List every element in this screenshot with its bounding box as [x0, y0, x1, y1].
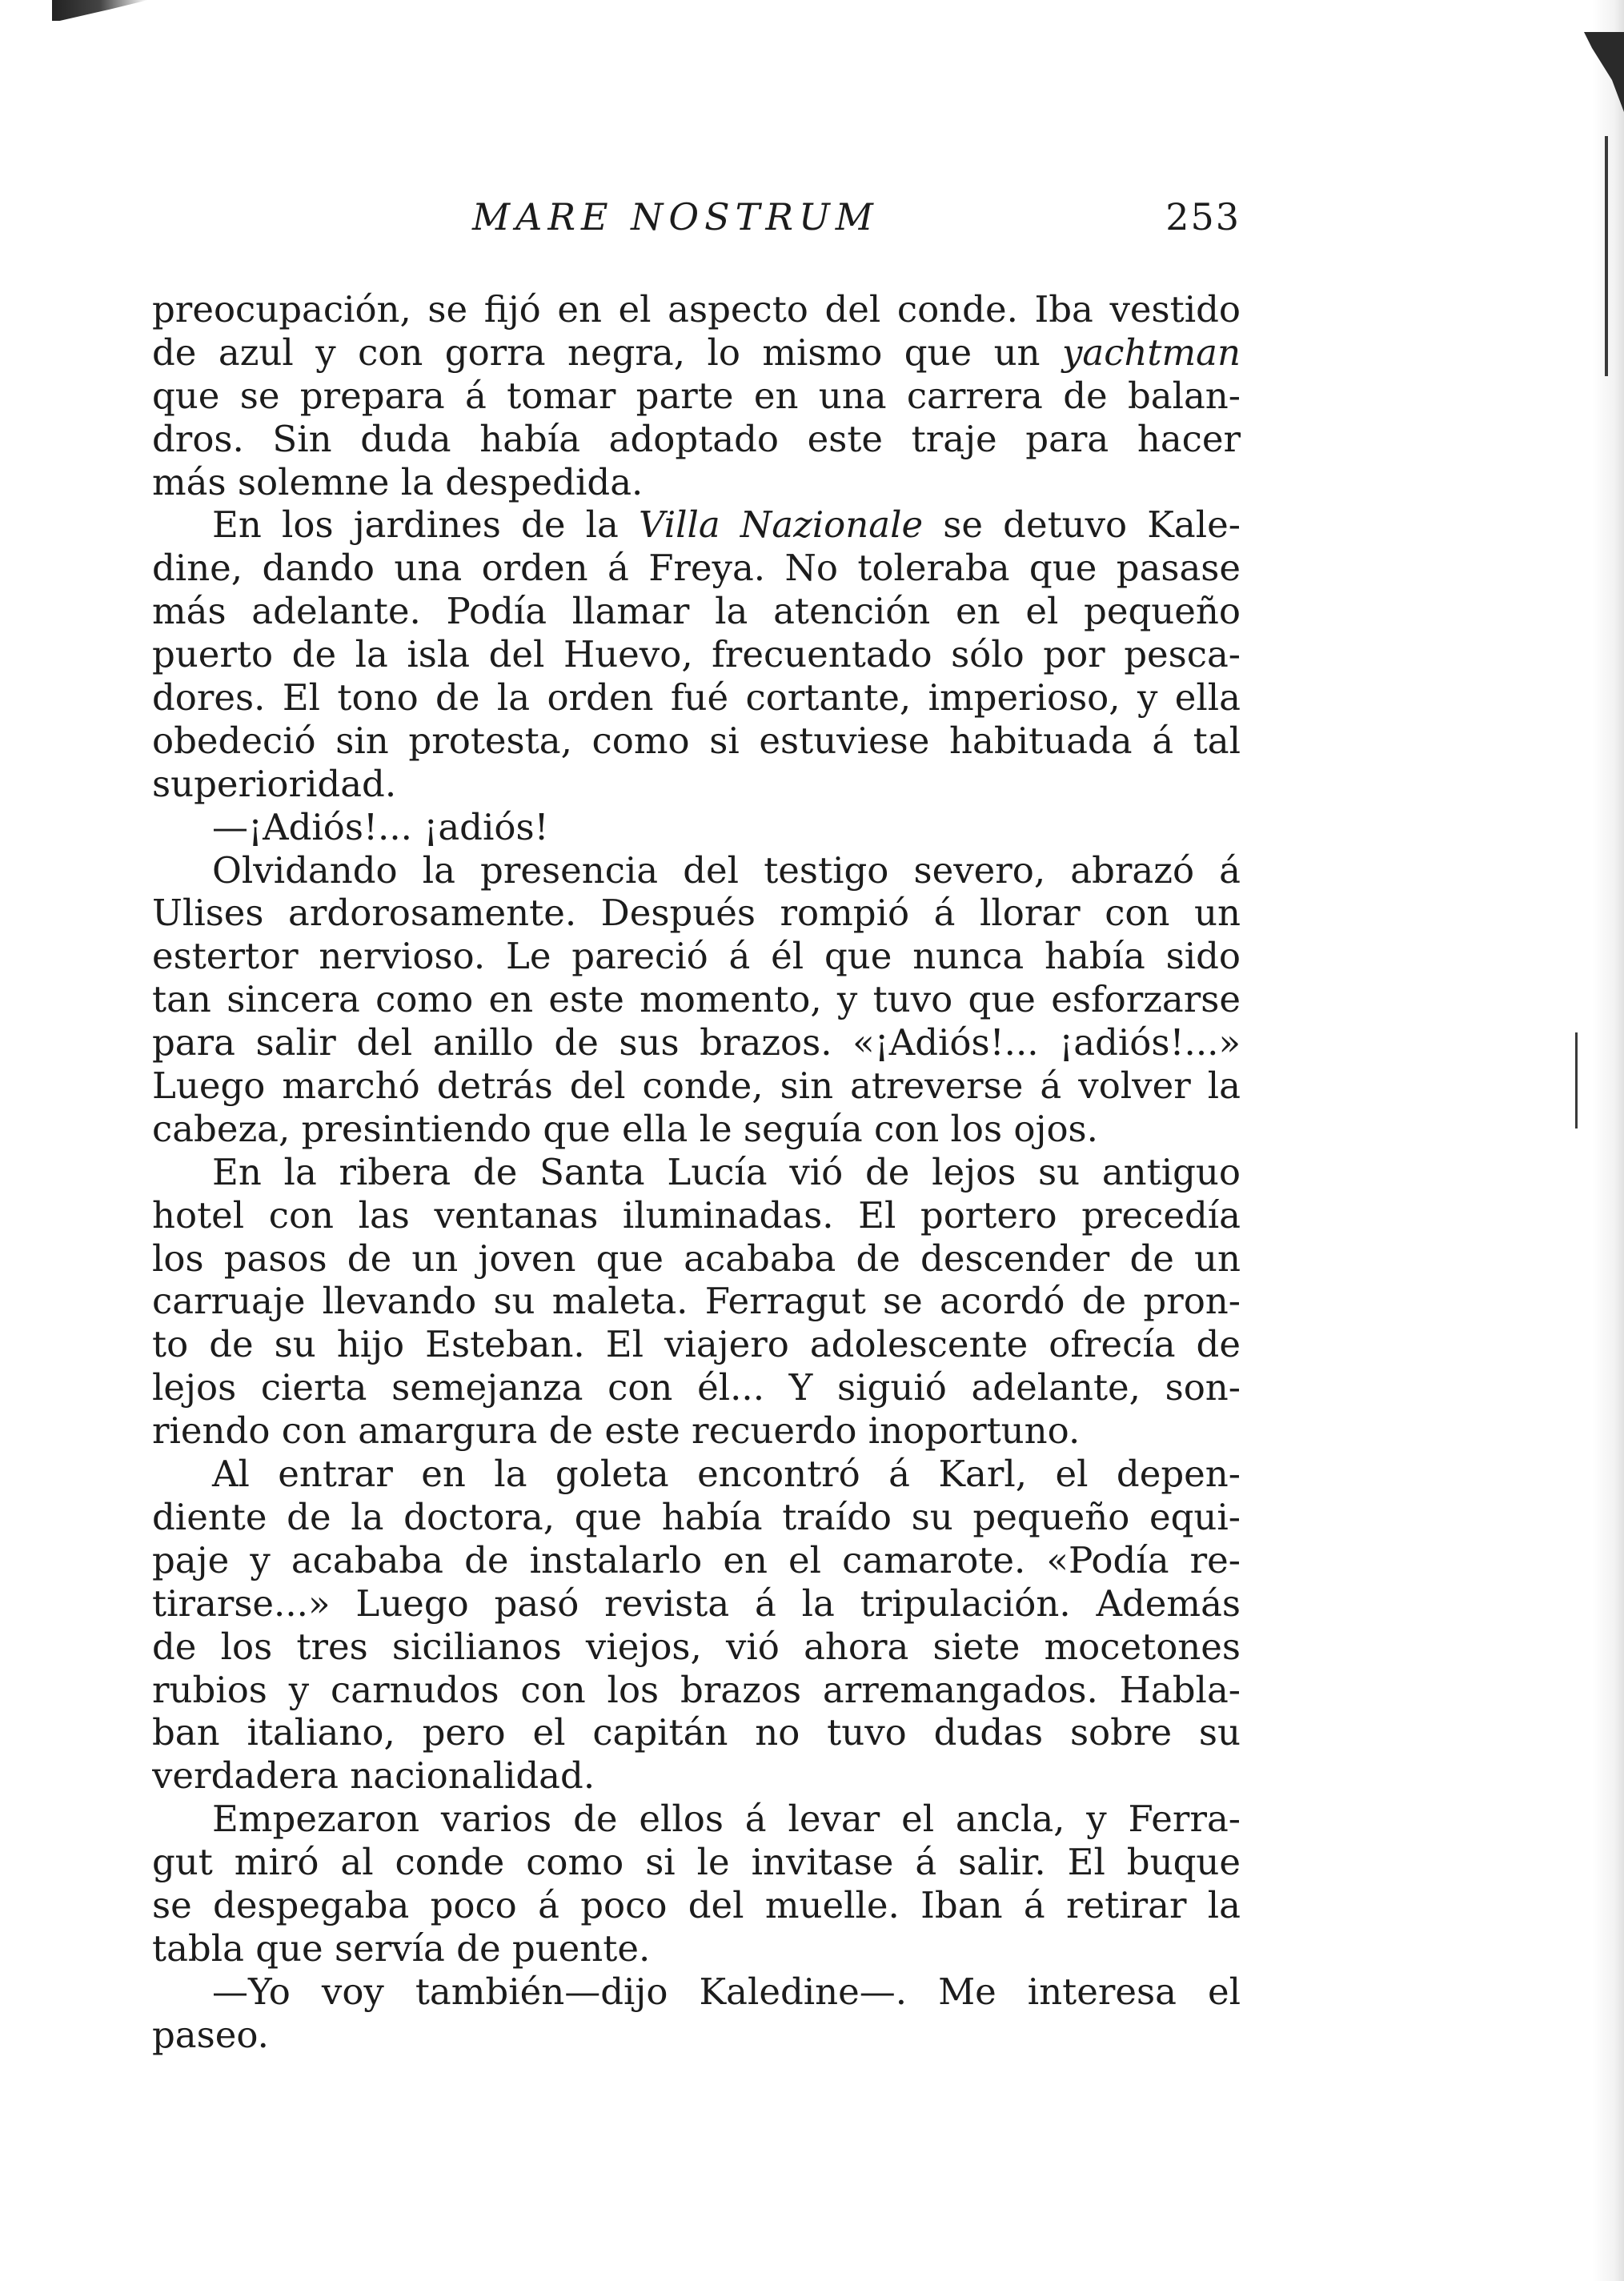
text-line: que se prepara á tomar parte en una carrera de balan-: [152, 374, 1241, 417]
text-line: preocupación, se fijó en el aspecto del conde. Iba vestido: [152, 288, 1241, 331]
page-edge-line: [1605, 136, 1608, 376]
text-line: riendo con amargura de este recuerdo inoportuno.: [152, 1409, 1081, 1453]
text-line: En la ribera de Santa Lucía vió de lejos su antiguo: [212, 1150, 1241, 1193]
text-line: más solemne la despedida.: [152, 460, 644, 503]
text-line: lejos cierta semejanza con él... Y siguió adelante, son-: [152, 1366, 1241, 1409]
text-line: superioridad.: [152, 762, 397, 805]
text-line: diente de la doctora, que había traído su pequeño equi-: [152, 1495, 1241, 1538]
text-line: carruaje llevando su maleta. Ferragut se acordó de pron-: [152, 1280, 1241, 1323]
text-line: Empezaron varios de ellos á levar el ancla, y Ferra-: [212, 1798, 1241, 1841]
italic-word: yachtman: [1061, 331, 1241, 374]
text-line: Al entrar en la goleta encontró á Karl, el depen-: [212, 1453, 1241, 1496]
italic-phrase: Villa Nazionale: [639, 503, 924, 547]
text-line: tirarse...» Luego pasó revista á la tripulación. Además: [152, 1581, 1241, 1625]
text-line: más adelante. Podía llamar la atención en el pequeño: [152, 590, 1241, 633]
text-line: to de su hijo Esteban. El viajero adolescente ofrecía de: [152, 1323, 1241, 1366]
text-line: verdadera nacionalidad.: [152, 1754, 595, 1798]
text-line: —¡Adiós!... ¡adiós!: [212, 805, 549, 848]
text-line: paseo.: [152, 2013, 269, 2056]
text-line: cabeza, presintiendo que ella le seguía con los ojos.: [152, 1107, 1098, 1150]
text-line: —Yo voy también—dijo Kaledine—. Me interesa el: [212, 1970, 1241, 2013]
running-title: MARE NOSTRUM: [472, 195, 879, 239]
scan-mark: [52, 0, 148, 21]
text-line: gut miró al conde como si le invitase á salir. El buque: [152, 1841, 1241, 1884]
text-line: tabla que servía de puente.: [152, 1926, 651, 1970]
text-line: hotel con las ventanas iluminadas. El portero precedía: [152, 1193, 1241, 1237]
text-run: de azul y con gorra negra, lo mismo que un: [152, 331, 1062, 374]
text-line: [152, 503, 1241, 547]
text-line: Ulises ardorosamente. Después rompió á llorar con un: [152, 892, 1241, 935]
page-edge-shadow: [1592, 0, 1624, 2281]
page-edge-line: [1575, 1032, 1578, 1128]
text-line: dores. El tono de la orden fué cortante, imperioso, y ella: [152, 676, 1241, 720]
text-line: se despegaba poco á poco del muelle. Iban á retirar la: [152, 1883, 1241, 1926]
page-number: 253: [1165, 195, 1241, 239]
text-line: [152, 331, 1241, 375]
text-run: En los jardines de la: [212, 503, 640, 547]
text-line: obedeció sin protesta, como si estuviese habituada á tal: [152, 719, 1241, 762]
text-line: dine, dando una orden á Freya. No toleraba que pasase: [152, 547, 1241, 590]
text-line: de los tres sicilianos viejos, vió ahora siete mocetones: [152, 1625, 1241, 1668]
text-line: estertor nervioso. Le pareció á él que nunca había sido: [152, 935, 1241, 978]
text-line: paje y acababa de instalarlo en el camarote. «Podía re-: [152, 1538, 1241, 1581]
text-run: se detuvo Kale-: [923, 503, 1241, 547]
text-line: rubios y carnudos con los brazos arremangados. Habla-: [152, 1668, 1241, 1711]
text-line: los pasos de un joven que acababa de descender de un: [152, 1237, 1241, 1280]
text-line: Olvidando la presencia del testigo severo, abrazó á: [212, 848, 1241, 892]
text-line: tan sincera como en este momento, y tuvo que esforzarse: [152, 978, 1241, 1021]
body-text: [152, 288, 1241, 2057]
text-line: Luego marchó detrás del conde, sin atreverse á volver la: [152, 1064, 1241, 1108]
text-line: ban italiano, pero el capitán no tuvo dudas sobre su: [152, 1711, 1241, 1754]
text-line: para salir del anillo de sus brazos. «¡Adiós!... ¡adiós!...»: [152, 1021, 1241, 1064]
text-line: puerto de la isla del Huevo, frecuentado sólo por pesca-: [152, 633, 1241, 676]
text-line: dros. Sin duda había adoptado este traje para hacer: [152, 417, 1241, 460]
page-header: [152, 195, 1241, 251]
